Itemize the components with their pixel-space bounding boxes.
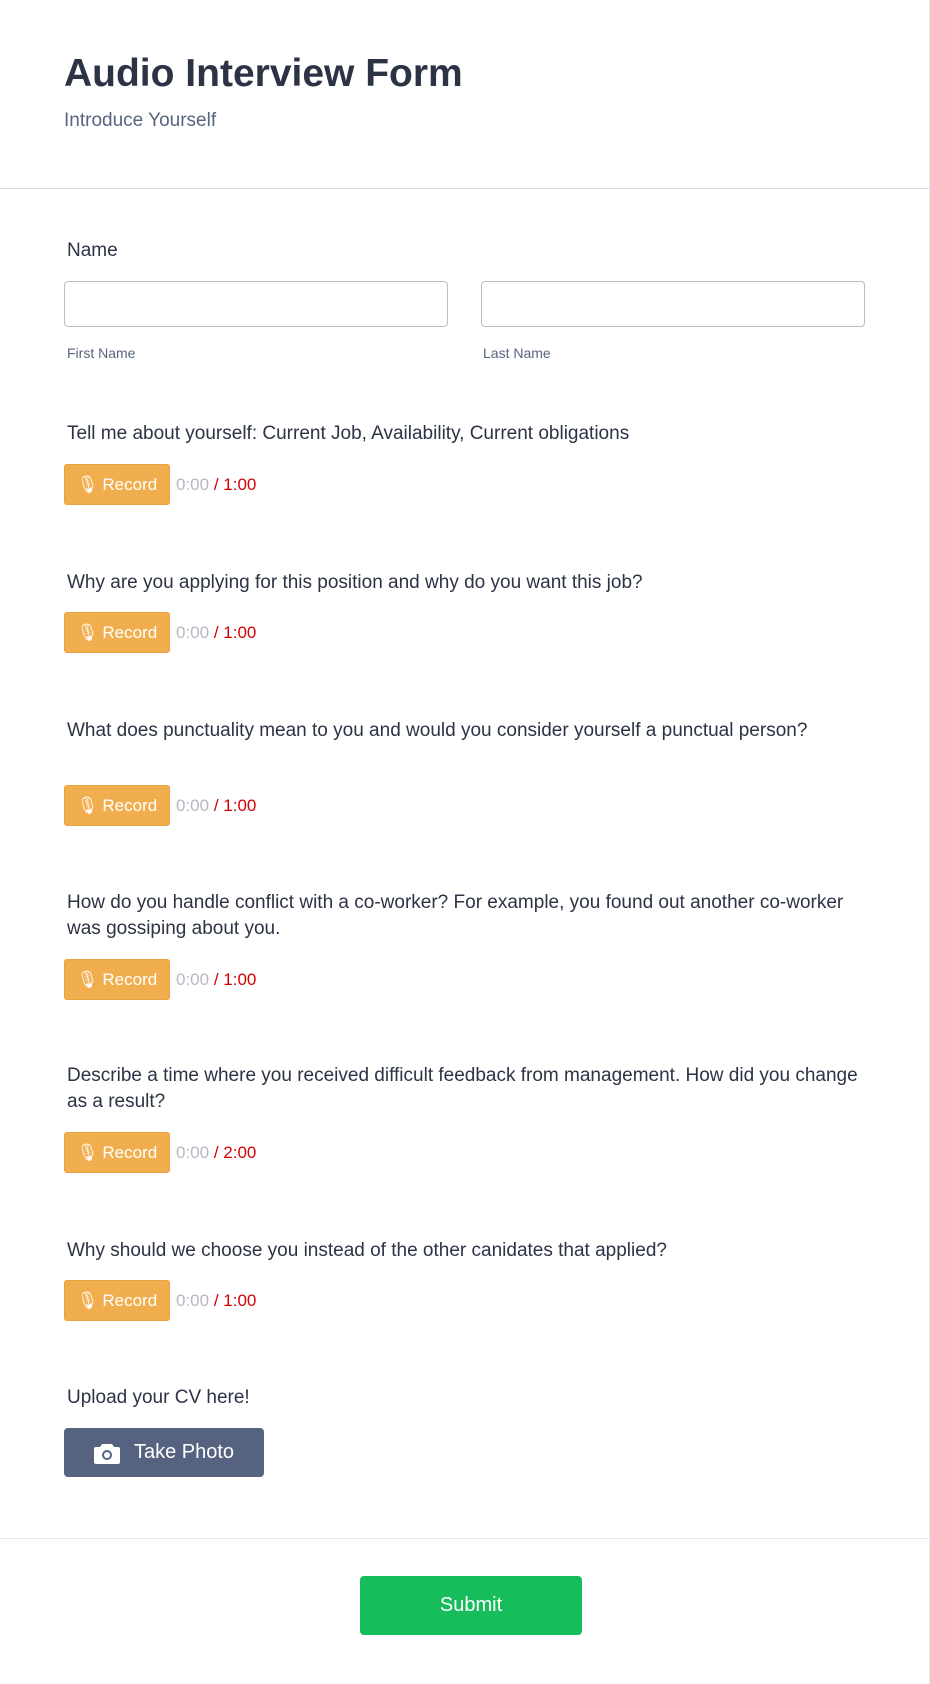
record-button[interactable] [64,612,170,653]
question-5-recorder [64,1132,256,1173]
record-button[interactable] [64,1280,170,1321]
question-1-recorder [64,464,256,505]
first-name-sublabel: First Name [67,345,136,361]
camera-icon [94,1442,120,1464]
header-divider [0,188,929,189]
name-label: Name [67,240,118,261]
record-button[interactable] [64,1132,170,1173]
record-label: Record [102,1290,158,1310]
form-title: Audio Interview Form [64,52,463,95]
record-label: Record [102,1142,158,1162]
microphone-icon: 🎙︎ [76,795,99,815]
record-button[interactable] [64,959,170,1000]
timer-current: 0:00 [176,1142,210,1162]
record-button[interactable] [64,785,170,826]
footer-divider [0,1538,929,1539]
microphone-icon: 🎙︎ [76,969,99,989]
first-name-input[interactable] [64,281,448,327]
question-4-recorder [64,959,256,1000]
timer [176,1291,256,1311]
microphone-icon: 🎙︎ [76,1290,99,1310]
record-label: Record [102,622,158,642]
timer [176,623,256,643]
question-3-label: What does punctuality mean to you and would you consider yourself a punctual person? [67,720,808,741]
timer [176,1143,256,1163]
upload-label: Upload your CV here! [67,1387,250,1408]
question-2-recorder [64,612,256,653]
timer-current: 0:00 [176,795,210,815]
question-4-label: How do you handle conflict with a co-worker? For example, you found out another co-worker was gossiping about you. [67,892,844,939]
question-6-label: Why should we choose you instead of the other canidates that applied? [67,1240,667,1261]
question-5-label: Describe a time where you received difficult feedback from management. How did you change as a result? [67,1065,858,1112]
timer-max: / 1:00 [213,474,257,494]
timer-current: 0:00 [176,1290,210,1310]
question-1-label: Tell me about yourself: Current Job, Availability, Current obligations [67,423,630,444]
question-3-recorder [64,785,256,826]
submit-button[interactable]: Submit [360,1576,582,1635]
timer-current: 0:00 [176,474,210,494]
microphone-icon: 🎙︎ [76,474,99,494]
timer-current: 0:00 [176,622,210,642]
question-2-label: Why are you applying for this position and why do you want this job? [67,572,643,593]
timer-max: / 1:00 [213,1290,257,1310]
timer-max: / 1:00 [213,622,257,642]
record-label: Record [102,474,158,494]
take-photo-label: Take Photo [133,1441,235,1463]
last-name-input[interactable] [481,281,865,327]
form-subtitle: Introduce Yourself [64,110,217,131]
timer-max: / 1:00 [213,969,257,989]
microphone-icon: 🎙︎ [76,622,99,642]
timer [176,970,256,990]
take-photo-button[interactable] [64,1428,264,1477]
timer-max: / 1:00 [213,795,257,815]
timer [176,796,256,816]
timer-current: 0:00 [176,969,210,989]
last-name-sublabel: Last Name [483,345,551,361]
microphone-icon: 🎙︎ [76,1142,99,1162]
question-6-recorder [64,1280,256,1321]
record-label: Record [102,969,158,989]
timer [176,475,256,495]
record-button[interactable] [64,464,170,505]
timer-max: / 2:00 [213,1142,257,1162]
record-label: Record [102,795,158,815]
